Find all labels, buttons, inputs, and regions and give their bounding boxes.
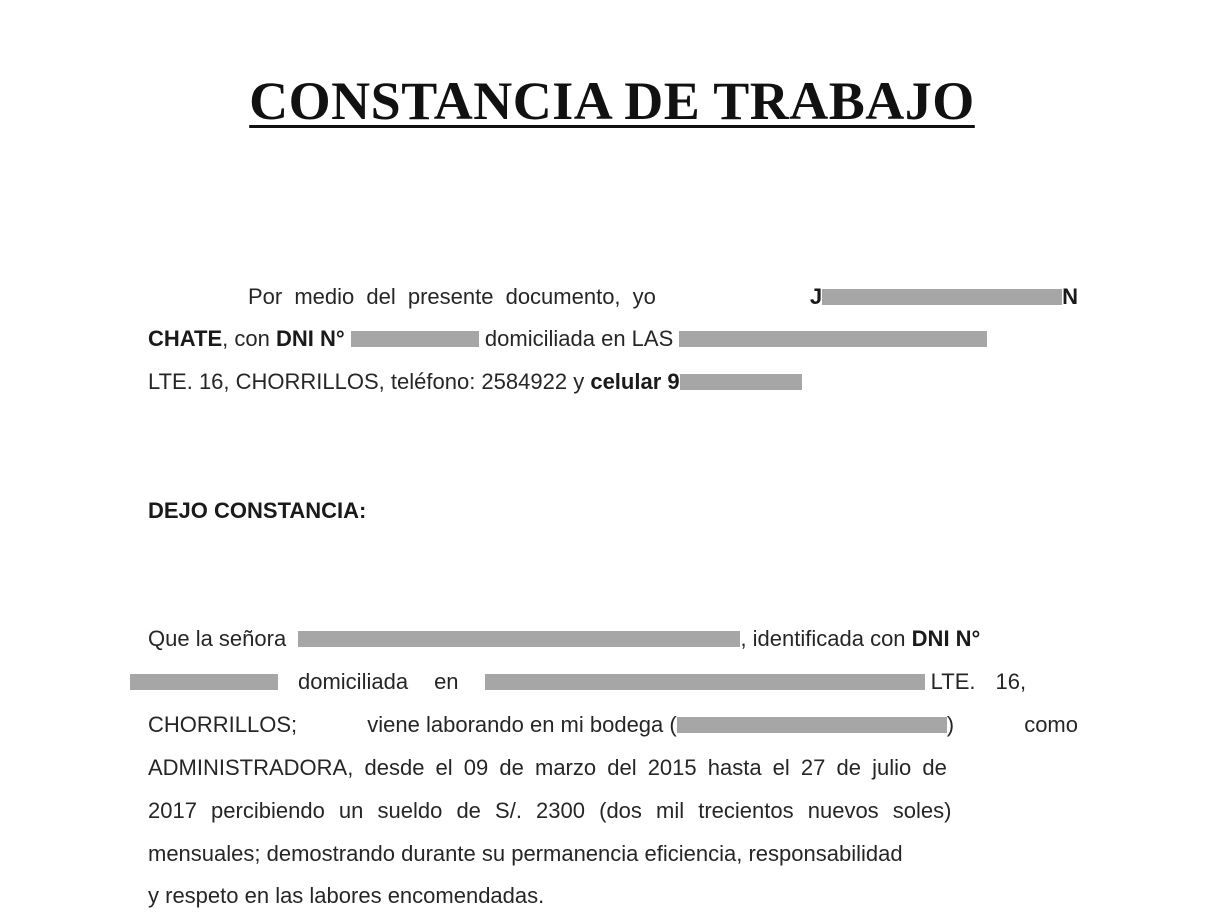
redacted-dni: [351, 331, 479, 347]
intro-line-1: Por medio del presente documento, yo J N: [248, 284, 1078, 309]
body-line-7: y respeto en las labores encomendadas.: [148, 883, 545, 908]
redacted-business-name: [677, 717, 947, 733]
body-line-5: 2017 percibiendo un sueldo de S/. 2300 (dos mil trecientos nuevos soles): [148, 798, 952, 823]
intro-line-2: CHATE , con DNI N° domiciliada en LAS: [148, 328, 1078, 350]
redacted-phone: [680, 374, 802, 390]
redacted-name: [298, 631, 740, 647]
body-line-2: domiciliada en LTE. 16,: [130, 671, 1078, 693]
redacted-address: [485, 674, 925, 690]
body-line-3: CHORRILLOS; viene laborando en mi bodega ( ) como: [148, 712, 1078, 737]
redacted-dni: [130, 674, 278, 690]
redacted-address: [679, 331, 987, 347]
body-line-4: ADMINISTRADORA, desde el 09 de marzo del 2015 hasta el 27 de julio de: [148, 755, 947, 780]
body-line-6: mensuales; demostrando durante su permanencia eficiencia, responsabilidad: [148, 841, 903, 866]
intro-text: Por medio del presente documento, yo: [248, 284, 656, 309]
section-heading: DEJO CONSTANCIA:: [148, 498, 367, 523]
intro-line-3: LTE. 16, CHORRILLOS, teléfono: 2584922 y celular 9: [148, 371, 1078, 393]
body-line-1: Que la señora , identificada con DNI N°: [148, 626, 981, 651]
redacted-name: [822, 289, 1062, 305]
document-title: CONSTANCIA DE TRABAJO: [249, 71, 975, 131]
